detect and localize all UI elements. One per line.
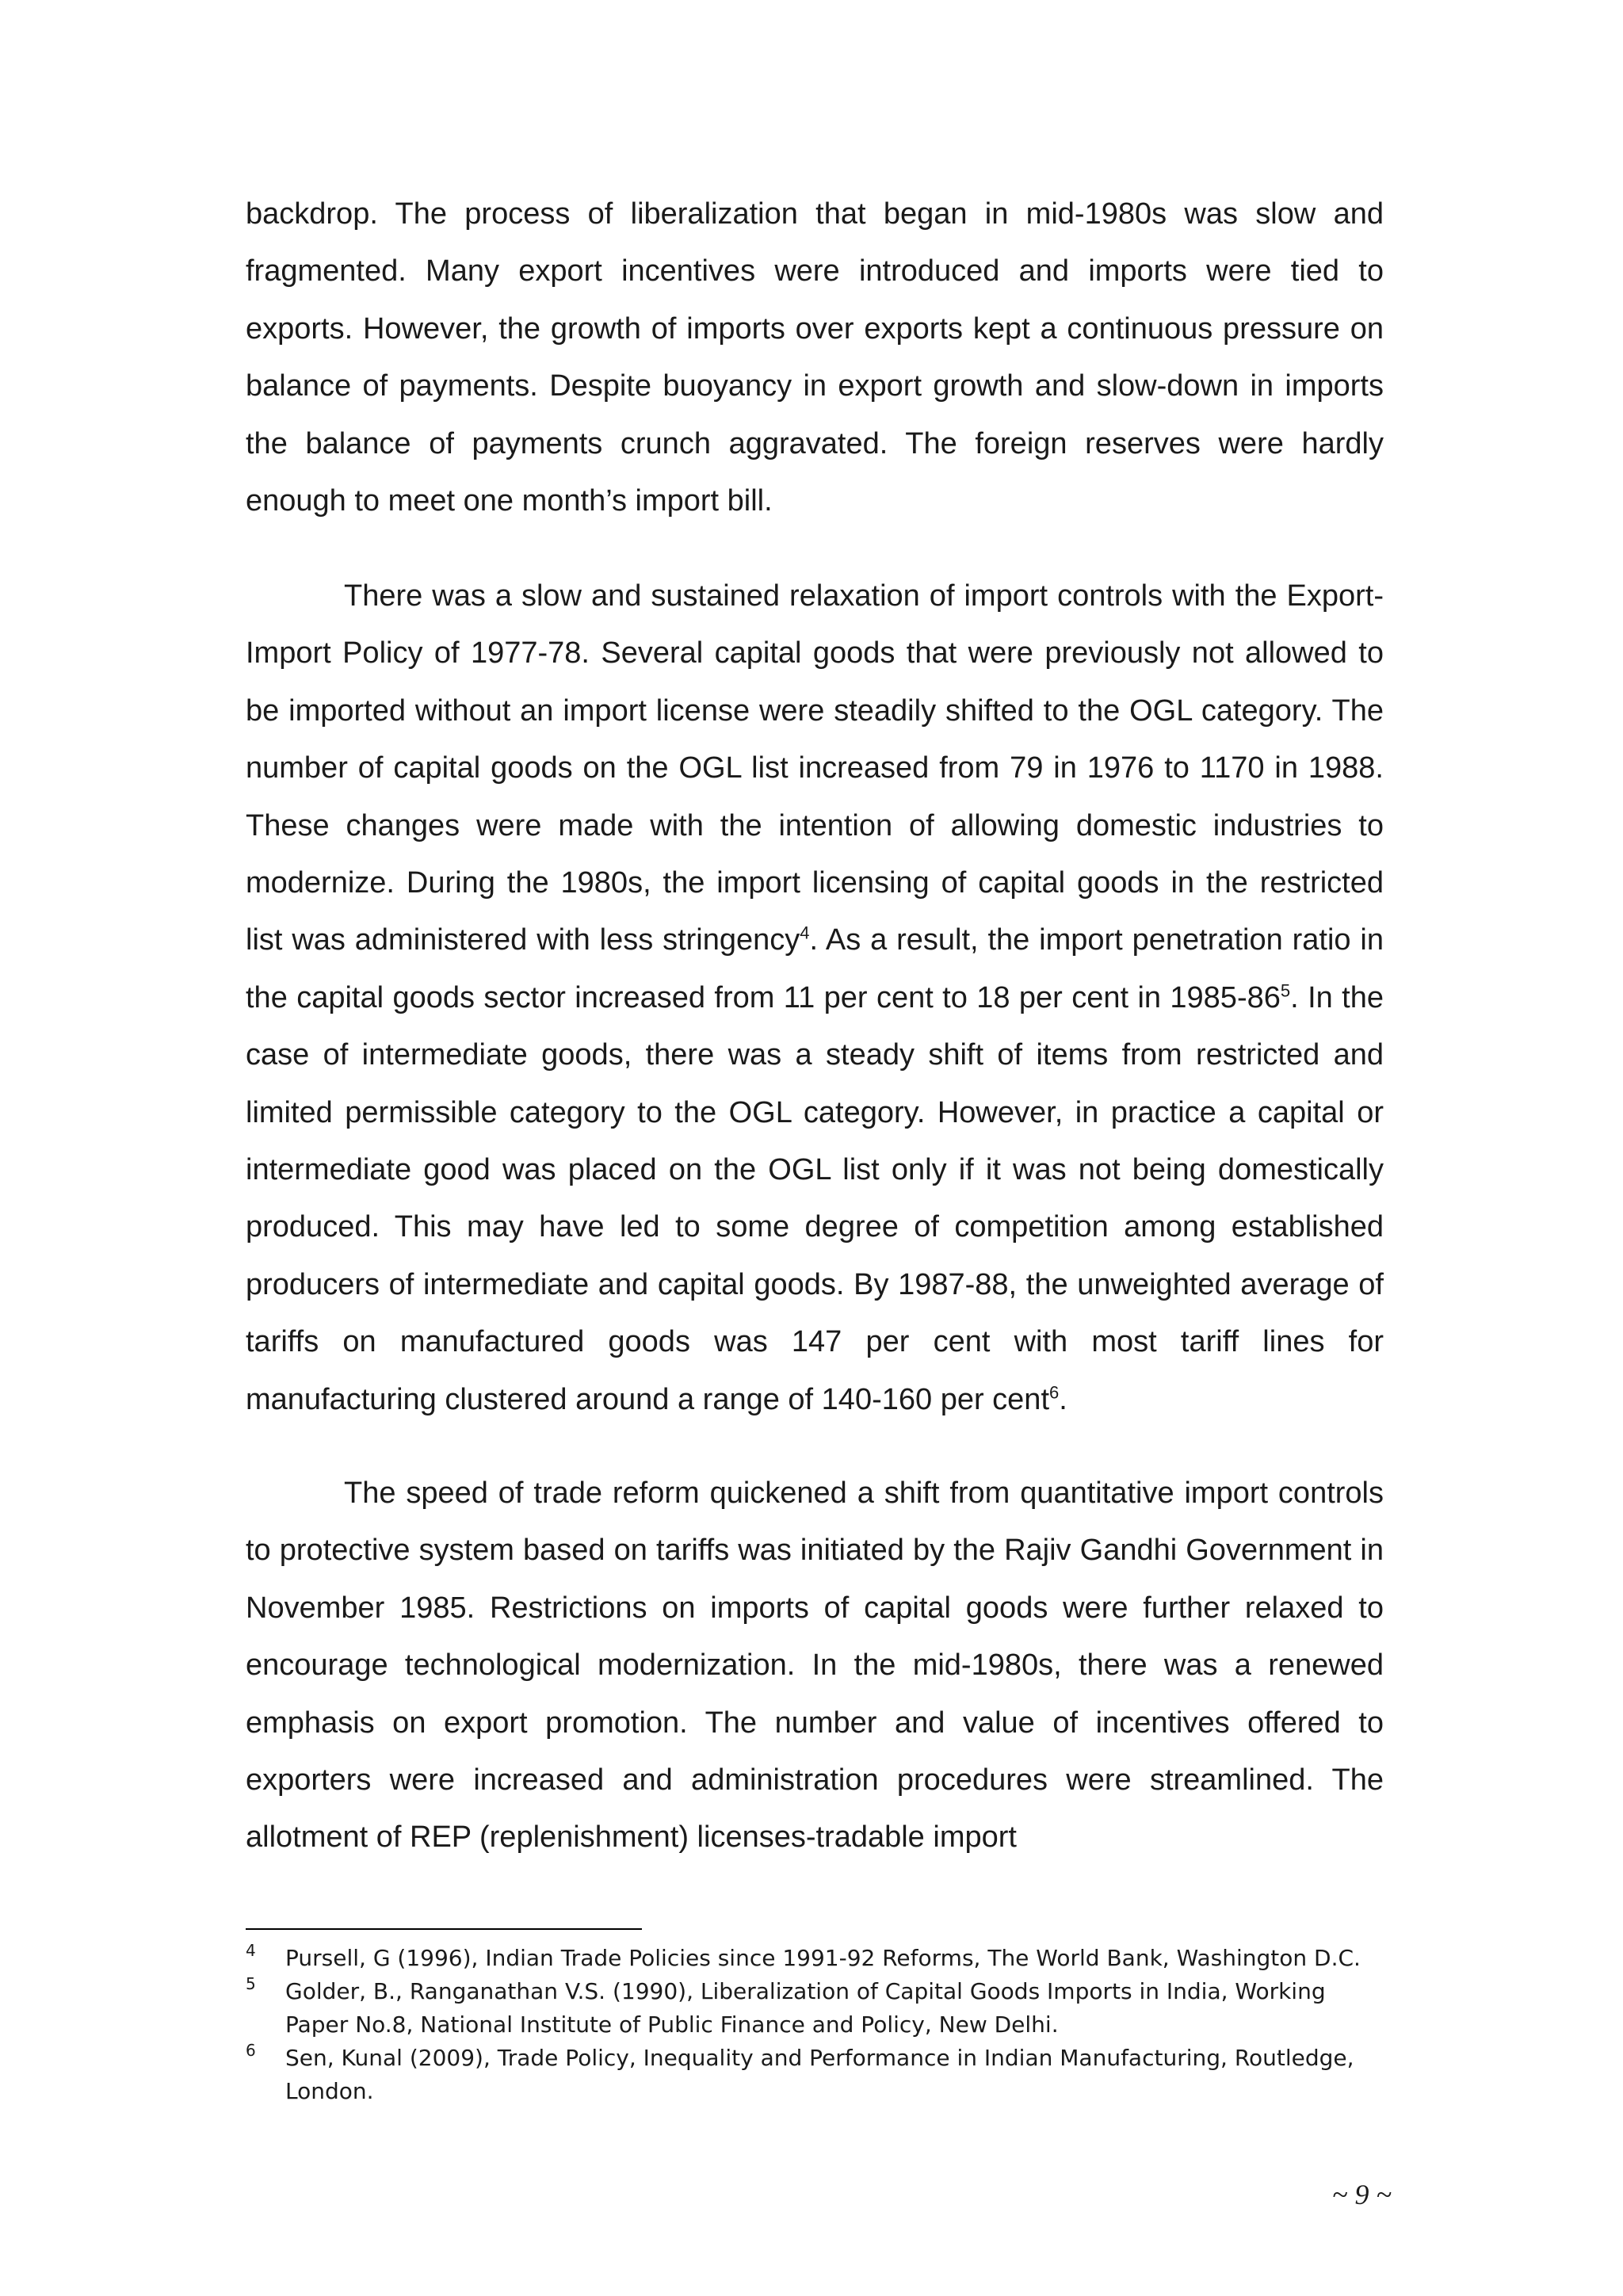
- footnote-ref-6[interactable]: 6: [1049, 1382, 1060, 1403]
- paragraph-1-text: backdrop. The process of liberalization that began in mid-1980s was slow and fragmented. Many export incentives were introduced and imports were tied to exports. However, the growth of imports over exports kept a continuous pressure on balance of payments. Despite buoyancy in export growth and slow-down in imports the balance of payments crunch aggravated. The foreign reserves were hardly enough to meet one month’s import bill.: [246, 197, 1384, 518]
- paragraph-2: [246, 567, 1384, 1428]
- footnote-item: [246, 1975, 1384, 2042]
- footnote-separator: [246, 1928, 642, 1930]
- paragraph-2-text-c: . In the case of intermediate goods, there was a steady shift of items from restricted and limited permissible category to the OGL category. However, in practice a capital or intermediate good was placed on the OGL list only if it was not being domestically produced. This may have led to some degree of competition among established producers of intermediate and capital goods. By 1987-88, the unweighted average of tariffs on manufactured goods was 147 per cent with most tariff lines for manufacturing clustered around a range of 140-160 per cent: [246, 980, 1384, 1416]
- paragraph-2-text-d: .: [1059, 1382, 1067, 1416]
- footnote-ref-4[interactable]: 4: [800, 923, 810, 943]
- page-number: ~ 9 ~: [1332, 2179, 1392, 2210]
- footnote-text: Sen, Kunal (2009), Trade Policy, Inequality and Performance in Indian Manufacturing, Routledge, London.: [285, 2045, 1354, 2104]
- paragraph-2-text-a: There was a slow and sustained relaxation of import controls with the Export-Import Policy of 1977-78. Several capital goods that were previously not allowed to be imported without an import license were steadily shifted to the OGL category. The number of capital goods on the OGL list increased from 79 in 1976 to 1170 in 1988. These changes were made with the intention of allowing domestic industries to modernize. During the 1980s, the import licensing of capital goods in the restricted list was administered with less stringency: [246, 579, 1384, 957]
- footnote-text: Pursell, G (1996), Indian Trade Policies since 1991-92 Reforms, The World Bank, Washington D.C.: [285, 1945, 1361, 1971]
- paragraph-3-text: The speed of trade reform quickened a shift from quantitative import controls to protective system based on tariffs was initiated by the Rajiv Gandhi Government in November 1985. Restrictions on imports of capital goods were further relaxed to encourage technological modernization. In the mid-1980s, there was a renewed emphasis on export promotion. The number and value of incentives offered to exporters were increased and administration procedures were streamlined. The allotment of REP (replenishment) licenses-tradable import: [246, 1477, 1384, 1855]
- footnotes: [246, 1942, 1384, 2108]
- paragraph-1: [246, 185, 1384, 529]
- footnote-text: Golder, B., Ranganathan V.S. (1990), Liberalization of Capital Goods Imports in India, Working Paper No.8, National Institute of Public Finance and Policy, New Delhi.: [285, 1978, 1326, 2038]
- footnote-ref-5[interactable]: 5: [1280, 980, 1291, 1001]
- footnote-item: [246, 1942, 1384, 1975]
- paragraph-2-text-b: . As a result, the import penetration ratio in the capital goods sector increased from 11 per cent to 18 per cent in 1985-86: [246, 923, 1384, 1014]
- footnote-number: 4: [246, 1941, 256, 1960]
- footnote-number: 6: [246, 2041, 256, 2060]
- footnote-number: 5: [246, 1974, 256, 1993]
- footnote-item: [246, 2042, 1384, 2108]
- paragraph-3: [246, 1465, 1384, 1866]
